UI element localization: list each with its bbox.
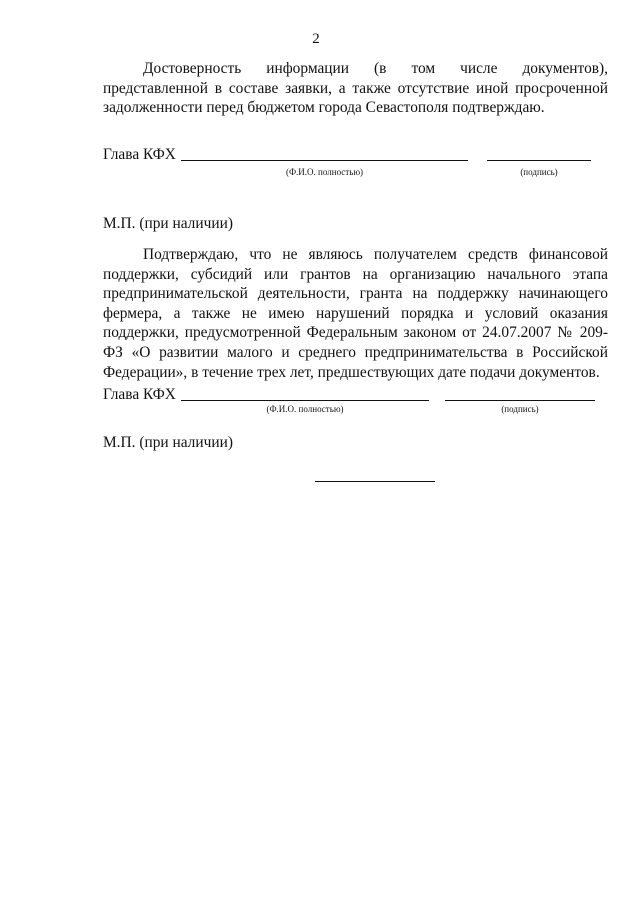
stamp-note-2: М.П. (при наличии) bbox=[103, 434, 233, 451]
end-of-document-line bbox=[315, 481, 435, 482]
stamp-note-1: М.П. (при наличии) bbox=[103, 215, 233, 232]
signature-line bbox=[445, 400, 595, 401]
signature-block-1 bbox=[103, 145, 608, 185]
page-number: 2 bbox=[312, 31, 320, 47]
signature-label: Глава КФХ bbox=[103, 386, 176, 403]
signature-block-2 bbox=[103, 385, 608, 425]
name-caption: (Ф.И.О. полностью) bbox=[266, 404, 344, 414]
signature-label: Глава КФХ bbox=[103, 146, 176, 163]
name-caption: (Ф.И.О. полностью) bbox=[285, 167, 364, 177]
confirmation-paragraph-2: Подтверждаю, что не являюсь получателем средств финансовой поддержки, субсидий или грантов на организацию начального этапа предпринимательской деятельности, гранта на поддержку начинающего фермера, а также не имею нарушений порядка и условий оказания поддержки, предусмотренной Федеральным законом от 24.07.2007 № 209-ФЗ «О развитии малого и среднего предпринимательства в Российской Федерации», в течение трех лет, предшествующих дате подачи документов. bbox=[103, 246, 608, 381]
confirmation-paragraph-1: Достоверность информации (в том числе документов), представленной в составе заявки, а также отсутствие иной просроченной задолженности перед бюджетом города Севастополя подтверждаю. bbox=[103, 60, 608, 117]
signature-caption: (подпись) bbox=[520, 167, 558, 177]
signature-caption: (подпись) bbox=[501, 404, 539, 414]
name-line bbox=[181, 160, 468, 161]
signature-line bbox=[487, 160, 591, 161]
name-line bbox=[181, 400, 429, 401]
